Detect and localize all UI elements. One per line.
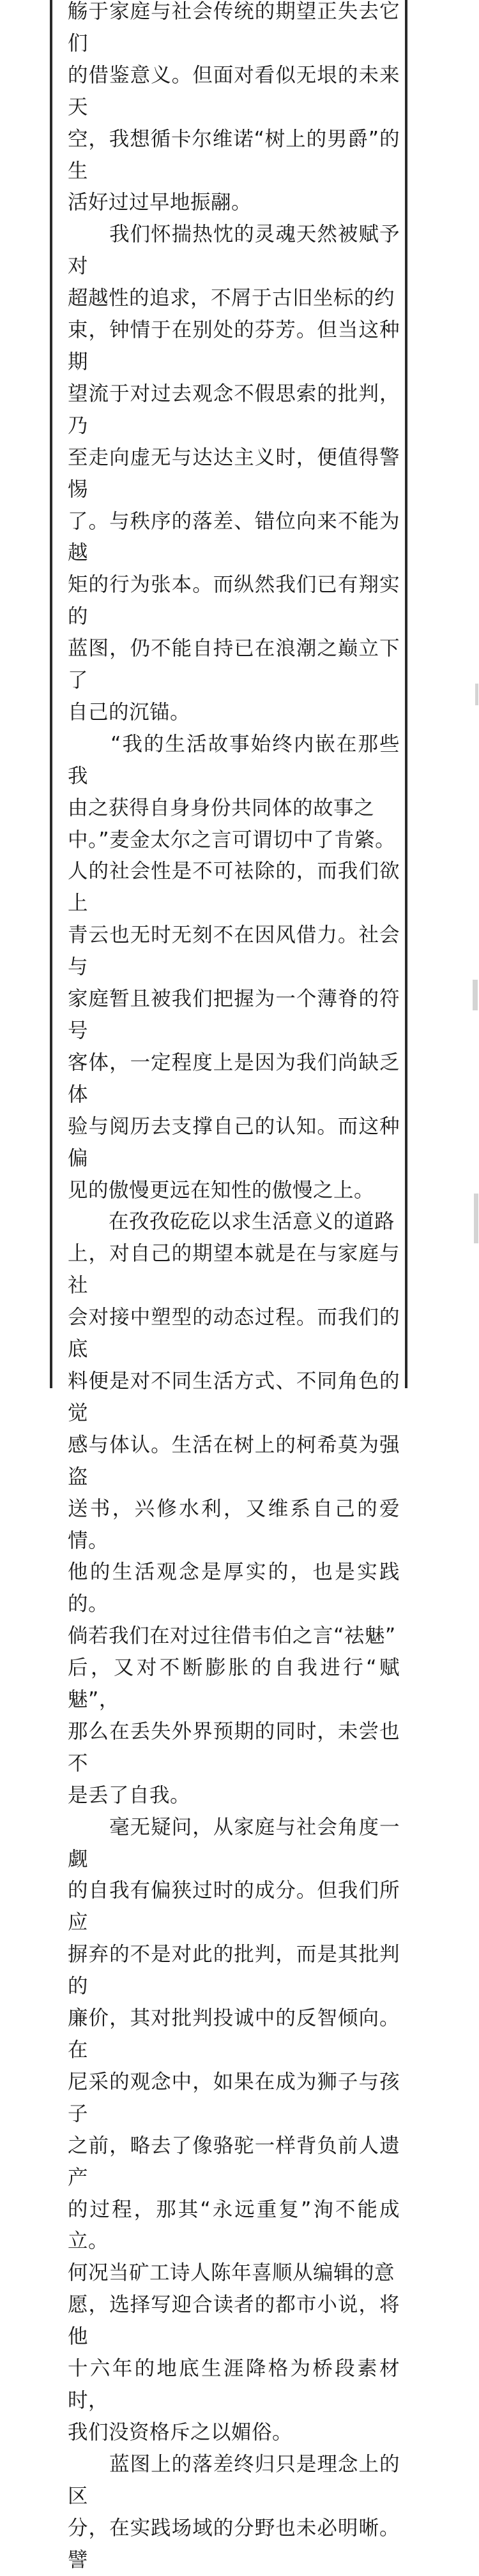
scroll-indicator-3 [474,1194,478,1243]
paragraph-6: 蓝图上的落差终归只是理念上的区 分，在实践场域的分野也未必明晰。譬 [68,2452,400,2572]
right-border-line [405,0,407,1388]
essay-text-column [68,0,400,2576]
scroll-indicator-1 [475,684,478,705]
paragraph-5: 毫无疑问，从家庭与社会角度一觑 的自我有偏狭过时的成分。但我们所应 摒弃的不是对此的批判，而是其批判的 廉价，其对批判投诚中的反智倾向。在 尼采的观念中，如果在成为狮子与孩子 之前，略去了像骆驼一样背负前人遗产 的过程，那其“永远重复”洵不能成立。 何况当矿工诗人陈年喜顺从编辑的意 愿，选择写迎合读者的都市小说，将他 十六年的地底生涯降格为桥段素材时， 我们没资格斥之以媚俗。 [68,1815,400,2444]
paragraph-3: “我的生活故事始终内嵌在那些我 由之获得自身身份共同体的故事之 中。”麦金太尔之言可谓切中了肯綮。 人的社会性是不可袪除的，而我们欲上 青云也无时无刻不在因风借力。社会与 家庭暂且被我们把握为一个薄脊的符号 客体，一定程度上是因为我们尚缺乏体 验与阅历去支撑自己的认知。而这种偏 见的傲慢更远在知性的傲慢之上。 [68,732,400,1202]
paragraph-2: 我们怀揣热忱的灵魂天然被赋予对 超越性的追求，不屑于古旧坐标的约 束，钟情于在别处的芬芳。但当这种期 望流于对过去观念不假思索的批判，乃 至走向虚无与达达主义时，便值得警惕 了。与秩序的落差、错位向来不能为越 矩的行为张本。而纵然我们已有翔实的 蓝图，仍不能自持已在浪潮之巅立下了 自己的沉锚。 [68,223,400,724]
scroll-indicator-2 [473,980,478,1010]
paragraph-1: 觞于家庭与社会传统的期望正失去它们 的借鉴意义。但面对看似无垠的未来天 空，我想循卡尔维诺“树上的男爵”的生 活好过过早地振翮。 [68,0,400,214]
paragraph-4: 在孜孜矻矻以求生活意义的道路 上，对自己的期望本就是在与家庭与社 会对接中塑型的动态过程。而我们的底 料便是对不同生活方式、不同角色的觉 感与体认。生活在树上的柯希莫为强盗 送书，兴修水利，又维系自己的爱情。 他的生活观念是厚实的，也是实践的。 倘若我们在对过往借韦伯之言“祛魅” 后，又对不断膨胀的自我进行“赋魅”， 那么在丢失外界预期的同时，未尝也不 是丢了自我。 [68,1210,400,1807]
left-border-line [50,0,52,1388]
